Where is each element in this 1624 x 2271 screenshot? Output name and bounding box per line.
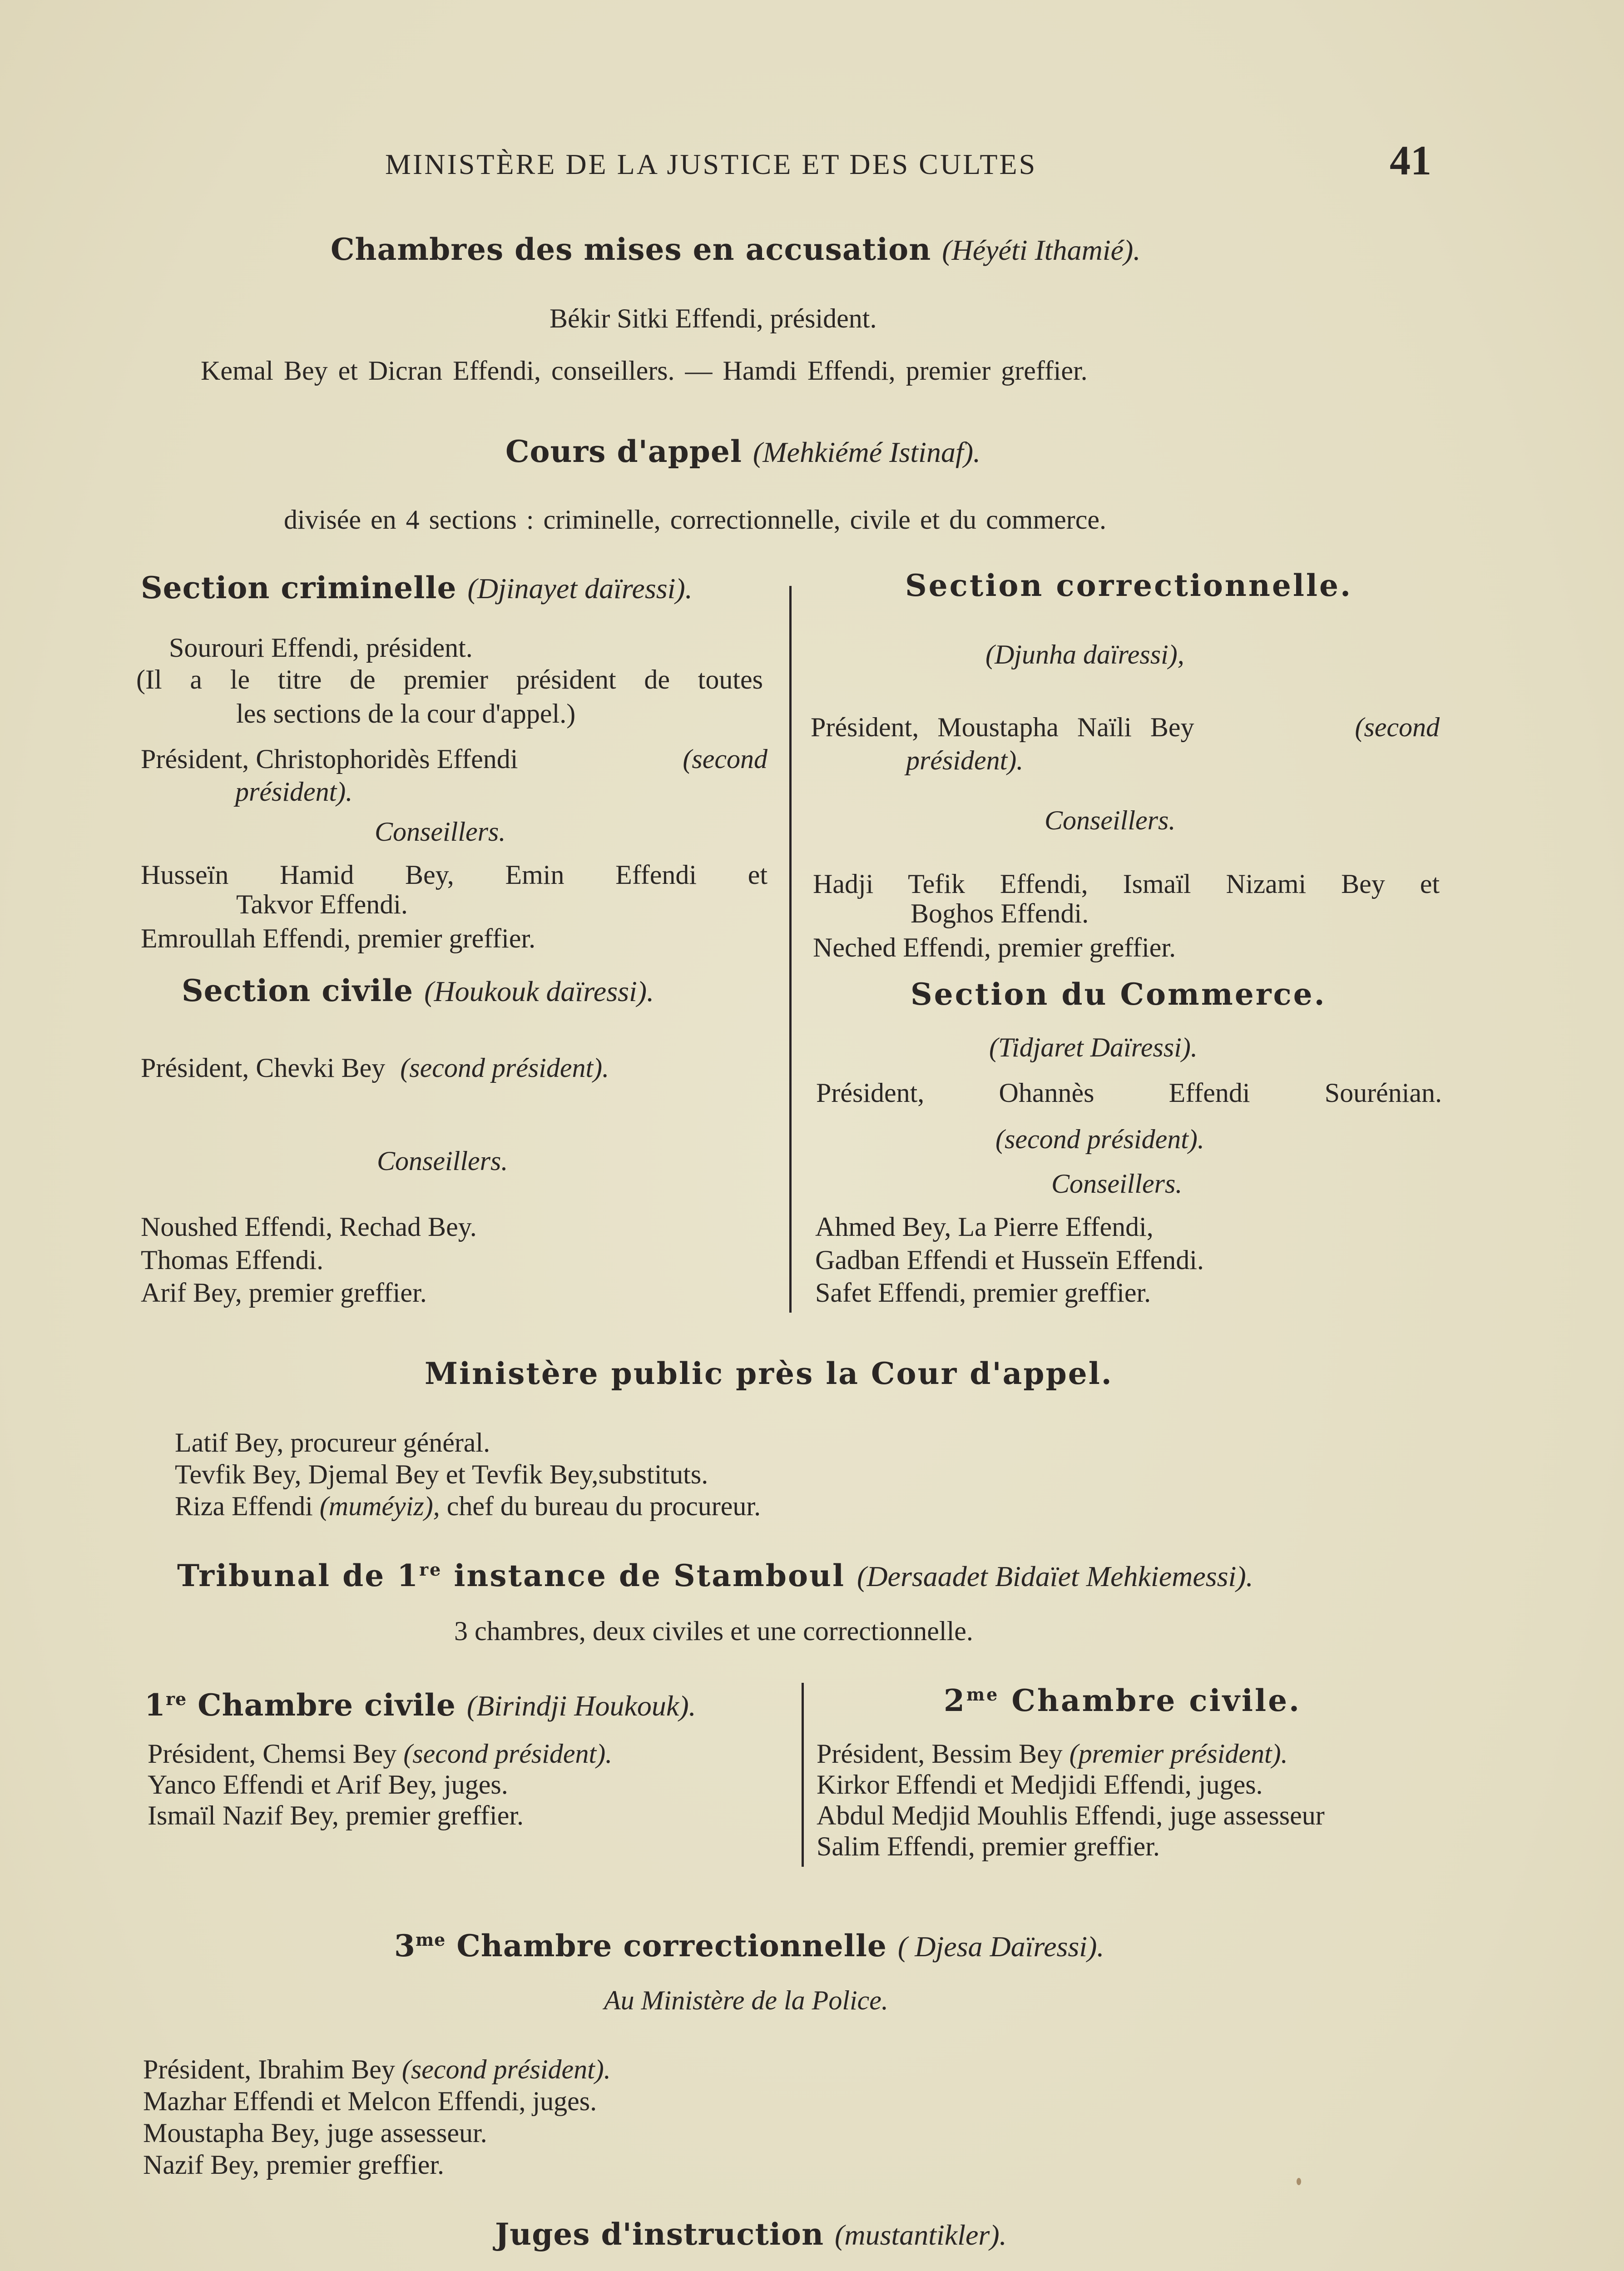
- mises-president: Békir Sitki Effendi, président.: [550, 303, 877, 333]
- criminelle-line: Takvor Effendi.: [236, 889, 408, 919]
- chambre2-line: Abdul Medjid Mouhlis Effendi, juge assesseur: [817, 1800, 1325, 1830]
- commerce-president-note: (second président).: [995, 1124, 1204, 1154]
- section-criminelle-heading-turkish: (Djinayet daïressi).: [467, 572, 693, 605]
- chambre3-num: 3: [394, 1928, 416, 1964]
- chambre2-president-note: (premier président).: [1069, 1739, 1288, 1769]
- civile-president: Président, Chevki Bey: [141, 1053, 386, 1083]
- correctionnelle-line: Hadji Tefik Effendi, Ismaïl Nizami Bey et: [813, 869, 1440, 899]
- chambre3-location: Au Ministère de la Police.: [604, 1985, 888, 2015]
- chambre1-president-line: [148, 1737, 612, 1770]
- chambre2-president-line: [817, 1737, 1288, 1770]
- chambre3-president-line: [143, 2053, 611, 2086]
- correctionnelle-line: Boghos Effendi.: [911, 898, 1089, 928]
- commerce-conseillers-label: Conseillers.: [1051, 1169, 1183, 1199]
- correctionnelle-president-note-cont: président).: [906, 745, 1024, 775]
- ministere-public-riza-line: [175, 1490, 761, 1522]
- ministere-public-line: Latif Bey, procureur général.: [175, 1428, 490, 1458]
- chambre2-heading-text: Chambre civile.: [1011, 1683, 1302, 1718]
- cours-appel-division: divisée en 4 sections : criminelle, correctionnelle, civile et du commerce.: [284, 505, 1106, 535]
- criminelle-president-line: [141, 743, 767, 775]
- riza-suffix: chef du bureau du procureur.: [446, 1491, 761, 1521]
- commerce-turkish: (Tidjaret Daïressi).: [989, 1032, 1198, 1062]
- criminelle-president-note-cont: président).: [235, 777, 353, 807]
- correctionnelle-turkish: (Djunha daïressi),: [985, 640, 1184, 669]
- criminelle-line: Sourouri Effendi, président.: [169, 633, 473, 663]
- chambre1-heading-text: Chambre civile: [198, 1687, 456, 1723]
- cours-appel-heading: [505, 434, 980, 469]
- ministere-public-line: Tevfik Bey, Djemal Bey et Tevfik Bey,substituts.: [175, 1459, 708, 1489]
- criminelle-president-note: (second: [683, 744, 767, 774]
- chambre1-sup: re: [165, 1689, 187, 1709]
- chambre2-sup: me: [966, 1684, 1000, 1705]
- chambre3-line: Mazhar Effendi et Melcon Effendi, juges.: [143, 2086, 597, 2116]
- chambre1-president: Président, Chemsi Bey: [148, 1739, 397, 1769]
- mises-en-accusation-heading: [331, 232, 1140, 267]
- juges-instruction-heading: [495, 2216, 1007, 2252]
- running-head-title: MINISTÈRE DE LA JUSTICE ET DES CULTES: [385, 148, 1037, 180]
- section-civile-heading-text: Section civile: [182, 973, 414, 1008]
- chambre3-sup: me: [415, 1929, 446, 1950]
- section-commerce-heading: Section du Commerce.: [911, 977, 1327, 1012]
- chambre3-president-note: (second président).: [401, 2054, 611, 2084]
- chambre-civile-1-heading: [144, 1687, 696, 1723]
- riza-turkish: (muméyiz),: [319, 1491, 440, 1521]
- criminelle-line: (Il a le titre de premier président de toutes: [136, 664, 763, 694]
- chambre1-line: Yanco Effendi et Arif Bey, juges.: [148, 1770, 508, 1800]
- chambre2-president: Président, Bessim Bey: [817, 1739, 1063, 1769]
- chambre1-heading-turkish: (Birindji Houkouk).: [466, 1690, 696, 1722]
- civile-line: Noushed Effendi, Rechad Bey.: [141, 1212, 477, 1242]
- mises-members: Kemal Bey et Dicran Effendi, conseillers. — Hamdi Effendi, premier greffier.: [201, 356, 1088, 386]
- criminelle-line: les sections de la cour d'appel.): [236, 699, 576, 729]
- tribunal-heading-sup: re: [419, 1559, 442, 1580]
- chambre3-president: Président, Ibrahim Bey: [143, 2054, 395, 2084]
- section-civile-heading-turkish: (Houkouk daïressi).: [424, 975, 654, 1007]
- correctionnelle-president: Président, Moustapha Naïli Bey: [811, 712, 1194, 742]
- ministere-public-heading: Ministère public près la Cour d'appel.: [425, 1356, 1113, 1391]
- mises-heading-text: Chambres des mises en accusation: [331, 232, 931, 267]
- tribunal-heading: [177, 1558, 1253, 1593]
- section-civile-heading: [182, 973, 654, 1008]
- cours-appel-heading-text: Cours d'appel: [505, 434, 742, 469]
- civile-conseillers-label: Conseillers.: [377, 1146, 508, 1176]
- section-correctionnelle-heading: Section correctionnelle.: [905, 568, 1352, 603]
- page-number: 41: [1390, 137, 1431, 183]
- chambre-correctionnelle-3-heading: [394, 1928, 1104, 1964]
- chambre3-heading-text: Chambre correctionnelle: [456, 1928, 887, 1964]
- correctionnelle-line: Neched Effendi, premier greffier.: [813, 932, 1176, 962]
- chambre1-line: Ismaïl Nazif Bey, premier greffier.: [148, 1800, 524, 1830]
- chambre-civile-2-heading: [944, 1683, 1301, 1718]
- criminelle-line: Emroullah Effendi, premier greffier.: [141, 923, 536, 953]
- tribunal-heading-pre: Tribunal de 1: [177, 1558, 420, 1593]
- civile-president-line: [141, 1051, 609, 1084]
- civile-line: Arif Bey, premier greffier.: [141, 1278, 427, 1308]
- chambre3-heading-turkish: ( Djesa Daïressi).: [897, 1930, 1104, 1963]
- column-divider-2: [802, 1683, 804, 1867]
- civile-line: Thomas Effendi.: [141, 1245, 324, 1275]
- criminelle-conseillers-label: Conseillers.: [375, 817, 506, 847]
- criminelle-president: Président, Christophoridès Effendi: [141, 744, 518, 774]
- criminelle-line: Husseïn Hamid Bey, Emin Effendi et: [141, 860, 767, 890]
- section-criminelle-heading: [141, 570, 693, 605]
- chambre1-num: 1: [144, 1687, 166, 1723]
- commerce-line: Safet Effendi, premier greffier.: [815, 1278, 1151, 1308]
- tribunal-heading-post: instance de Stamboul: [454, 1558, 846, 1593]
- civile-president-note: (second président).: [400, 1053, 609, 1083]
- section-criminelle-heading-text: Section criminelle: [141, 570, 457, 605]
- juges-heading-turkish: (mustantikler).: [835, 2219, 1007, 2251]
- paper-speck: [1297, 2178, 1301, 2185]
- correctionnelle-conseillers-label: Conseillers.: [1045, 805, 1176, 835]
- column-divider: [789, 586, 792, 1313]
- correctionnelle-president-note: (second: [1355, 712, 1440, 742]
- commerce-line: Gadban Effendi et Husseïn Effendi.: [815, 1245, 1204, 1275]
- chambre2-line: Kirkor Effendi et Medjidi Effendi, juges.: [817, 1770, 1263, 1800]
- commerce-line: Ahmed Bey, La Pierre Effendi,: [815, 1212, 1154, 1242]
- tribunal-subtitle: 3 chambres, deux civiles et une correctionnelle.: [454, 1616, 973, 1646]
- cours-appel-heading-turkish: (Mehkiémé Istinaf).: [753, 436, 981, 468]
- juges-heading-text: Juges d'instruction: [495, 2216, 824, 2252]
- chambre3-line: Moustapha Bey, juge assesseur.: [143, 2118, 487, 2148]
- chambre2-line: Salim Effendi, premier greffier.: [817, 1831, 1160, 1861]
- tribunal-heading-turkish: (Dersaadet Bidaïet Mehkiemessi).: [857, 1560, 1253, 1592]
- chambre1-president-note: (second président).: [403, 1739, 613, 1769]
- commerce-president: Président, Ohannès Effendi Sourénian.: [816, 1078, 1442, 1108]
- chambre2-num: 2: [944, 1683, 966, 1718]
- riza-prefix: Riza Effendi: [175, 1491, 313, 1521]
- correctionnelle-president-line: [811, 711, 1440, 744]
- mises-heading-turkish: (Héyéti Ithamié).: [942, 234, 1141, 266]
- chambre3-line: Nazif Bey, premier greffier.: [143, 2150, 445, 2180]
